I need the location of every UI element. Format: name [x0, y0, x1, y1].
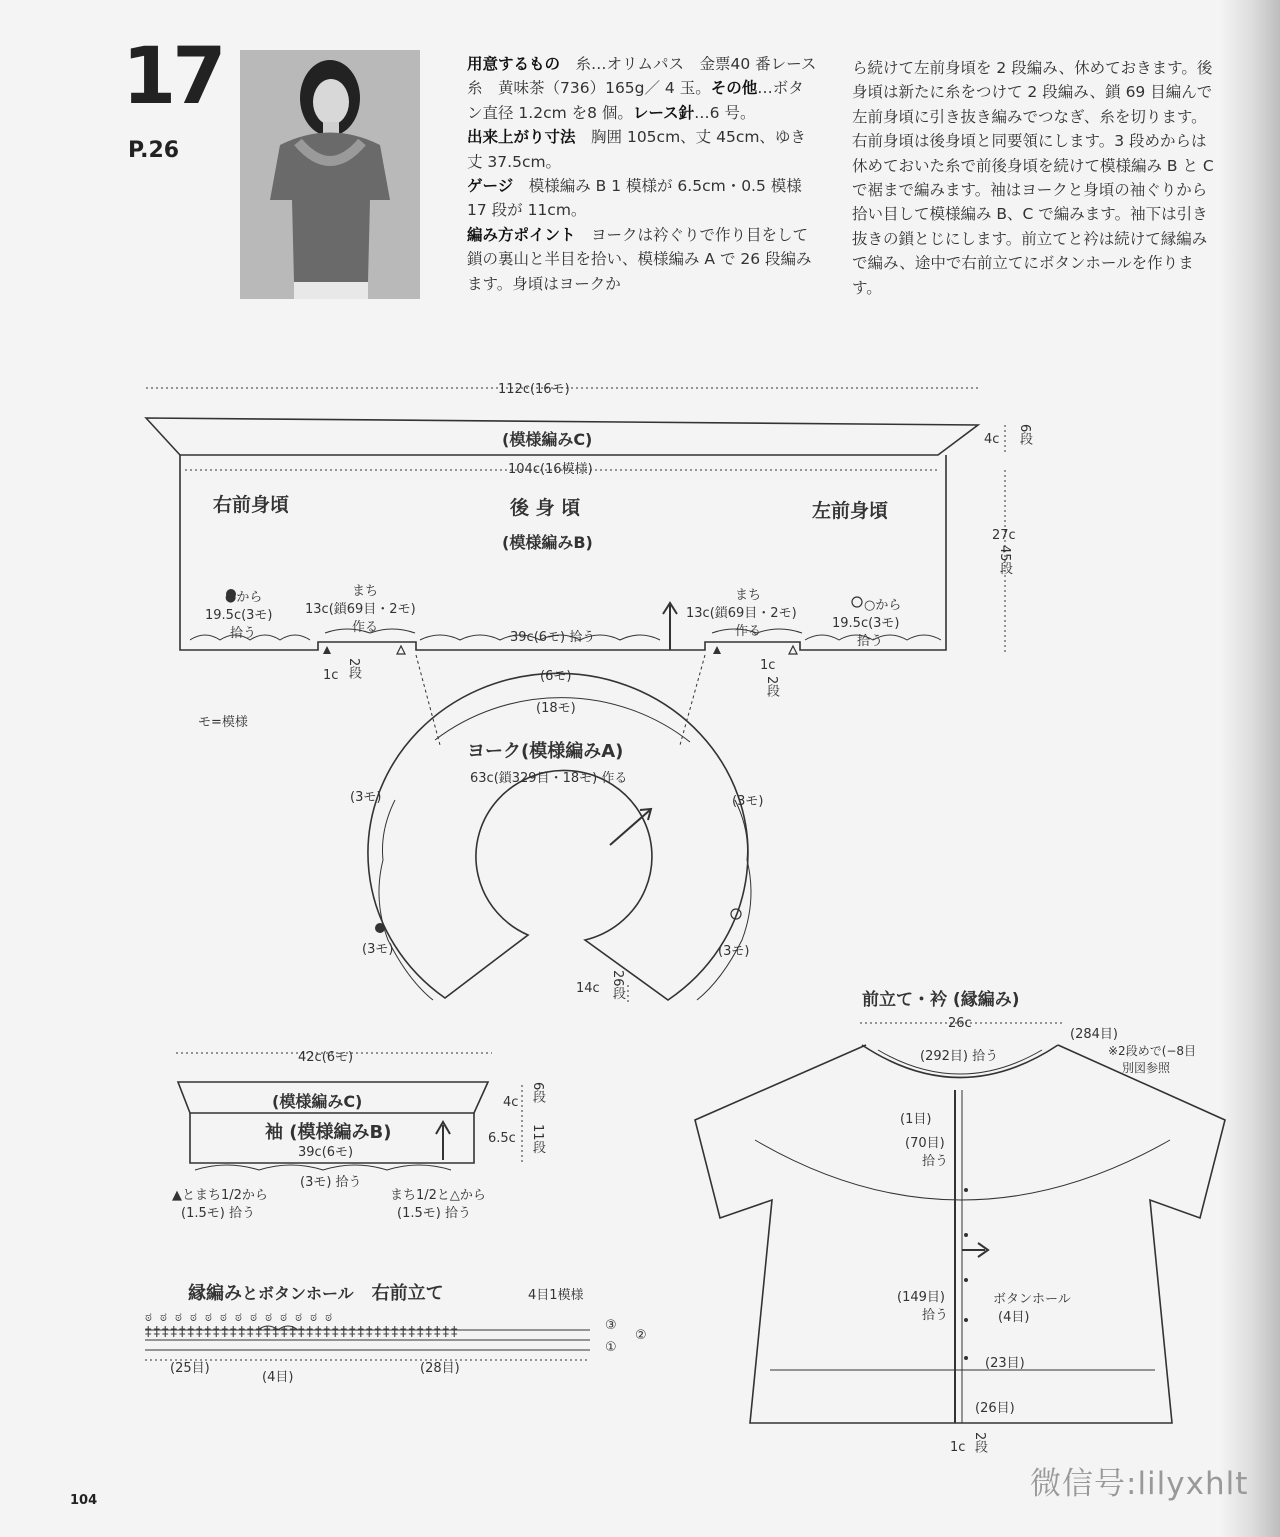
front-count-2-action: 拾う	[922, 1154, 949, 1169]
edging-count-c: (28目)	[420, 1361, 460, 1376]
machi-height-left: 1c	[323, 668, 339, 683]
machi-left-size: 13c(鎖69目・2モ)	[305, 602, 416, 617]
yoke-inner-count: (18モ)	[536, 701, 576, 716]
machi-rows-left: 2段	[346, 658, 361, 680]
body-total-width: 112c(16モ)	[498, 382, 570, 397]
back-label: 後 身 頃	[510, 497, 581, 519]
front-count-2: (70目)	[905, 1136, 945, 1151]
machi-right-action: 作る	[735, 624, 762, 639]
edging-stitch-symbols: ಠ ಠ ಠ ಠ ಠ ಠ ಠ ಠ ಠ ಠ ಠ ಠ ಠ ‡‡‡‡‡‡‡‡‡‡‡‡‡‡‡‡‡‡‡‡‡‡‡‡‡‡‡‡‡‡‡‡‡‡‡‡‡	[145, 1310, 460, 1340]
body-height-rows: 45段	[997, 545, 1012, 575]
pick-left-action: 拾う	[230, 626, 257, 641]
back-pickup: 39c(6モ) 拾う	[510, 630, 596, 645]
pick-left-from: ●から	[225, 590, 263, 605]
gauge-body: 模様編み B 1 模様が 6.5cm・0.5 模様 17 段が 11cm。	[467, 177, 802, 220]
front-band-top-count: (284目)	[1070, 1027, 1118, 1042]
hook-body: …6 号。	[694, 103, 756, 122]
method-body: ヨークは衿ぐりで作り目をして鎖の裏山と半目を拾い、模様編み A で 26 段編みます。身頃はヨークか	[467, 225, 812, 293]
sleeve-pick-mid: (3モ) 拾う	[300, 1175, 362, 1190]
back-pattern-label: (模様編みB)	[502, 533, 593, 552]
page-number: 104	[70, 1493, 98, 1508]
front-count-3: (149目)	[897, 1290, 945, 1305]
front-count-4: (23目)	[985, 1356, 1025, 1371]
sleeve-hem-rows: 6段	[530, 1082, 545, 1104]
machi-rows-right: 2段	[764, 676, 779, 698]
other-body: …ボタン直径 1.2cm を8 個。	[467, 79, 804, 122]
sleeve-pick-right-count: (1.5モ) 拾う	[397, 1206, 471, 1221]
edging-title-a: 縁編み	[188, 1283, 242, 1304]
edging-count-a: (25目)	[170, 1361, 210, 1376]
front-band-width: 26c	[948, 1016, 972, 1031]
yoke-right-bottom-count: (3モ)	[718, 944, 750, 959]
sleeve-pick-left-count: (1.5モ) 拾う	[181, 1206, 255, 1221]
yoke-left-bottom-count: (3モ)	[362, 942, 394, 957]
pick-right-action: 拾う	[857, 634, 884, 649]
edging-repeat: 4目1模様	[528, 1288, 584, 1303]
left-front-label: 左前身頃	[812, 500, 889, 522]
pick-right-size: 19.5c(3モ)	[832, 616, 900, 631]
pick-right-from: ○から	[864, 598, 902, 613]
materials-body: 糸…オリムパス 金票40 番レース糸 黄味茶（736）165g／ 4 玉。	[467, 55, 817, 98]
sleeve-body-rows: 11段	[530, 1124, 545, 1154]
yoke-cast-on: 63c(鎖329目・18モ) 作る	[470, 771, 628, 786]
sleeve-pick-right: まち1/2と△から	[390, 1188, 486, 1203]
front-bottom-cm: 1c	[950, 1440, 966, 1455]
machi-right-size: 13c(鎖69目・2モ)	[686, 606, 797, 621]
front-bottom-rows: 2段	[972, 1432, 987, 1454]
edging-count-b: (4目)	[262, 1370, 294, 1385]
front-count-5: (26目)	[975, 1401, 1015, 1416]
edging-title-b: とボタンホール	[242, 1284, 354, 1303]
edging-row-1: ①	[605, 1340, 617, 1355]
sleeve-pick-left: ▲とまち1/2から	[172, 1188, 268, 1203]
front-band-note-2: 別図参照	[1122, 1061, 1171, 1075]
hem-height-cm: 4c	[984, 432, 1000, 447]
instructions-text: ら続けて左前身頃を 2 段編み、休めておきます。後身頃は新たに糸をつけて 2 段編み、鎖 69 目編んで左前身頃に引き抜き編みでつなぎ、糸を切ります。右前身頃は後身頃と同要領にします。3 段めからは休めておいた糸で前後身頃を続けて模様編み B と Cで裾まで編みます。袖はヨークと身頃の袖ぐりから拾い目して模様編み B、C で編みます。袖下は引き抜きの鎖とじにします。前立てと衿は続けて縁編みで編み、途中で右前立てにボタンホールを作ります。	[852, 59, 1214, 297]
other-heading: その他	[710, 79, 758, 98]
machi-left-action: 作る	[352, 620, 379, 635]
gauge-heading: ゲージ	[467, 177, 514, 196]
sleeve-width: 42c(6モ)	[298, 1050, 354, 1065]
edging-title-c: 右前立て	[371, 1283, 444, 1304]
yoke-left-count: (3モ)	[350, 790, 382, 805]
sleeve-hem-cm: 4c	[503, 1095, 519, 1110]
sleeve-hem-label: (模様編みC)	[272, 1092, 363, 1111]
size-body: 胸囲 105cm、丈 45cm、ゆき丈 37.5cm。	[467, 128, 806, 171]
watermark: 微信号:lilyxhlt	[1030, 1466, 1249, 1502]
body-inner-width: 104c(16模様)	[508, 462, 593, 477]
edging-row-3: ③	[605, 1318, 617, 1333]
edging-row-2: ②	[635, 1328, 647, 1343]
front-count-3-action: 拾う	[922, 1308, 949, 1323]
yoke-outer-count: (6モ)	[540, 669, 572, 684]
page-reference: P.26	[128, 138, 180, 163]
pick-left-size: 19.5c(3モ)	[205, 608, 273, 623]
machi-height-right: 1c	[760, 658, 776, 673]
body-hem-label: (模様編みC)	[502, 430, 593, 449]
hem-height-rows: 6段	[1017, 424, 1032, 446]
buttonhole-label: ボタンホール	[993, 1292, 1071, 1307]
collar-pickup: (292目) 拾う	[920, 1049, 999, 1064]
sleeve-body-cm: 6.5c	[488, 1131, 516, 1146]
pattern-number: 17	[122, 32, 223, 122]
yoke-height-rows: 26段	[610, 970, 625, 1000]
body-height-cm: 27c	[992, 528, 1016, 543]
right-front-label: 右前身頃	[213, 494, 290, 516]
front-band-note-1: ※2段めで(−8目	[1108, 1044, 1197, 1058]
sleeve-inner-width: 39c(6モ)	[298, 1145, 354, 1160]
front-count-1: (1目)	[900, 1112, 932, 1127]
hook-heading: レース針	[632, 103, 695, 122]
materials-heading: 用意するもの	[467, 55, 561, 73]
size-heading: 出来上がり寸法	[467, 128, 576, 147]
yoke-right-count: (3モ)	[732, 794, 764, 809]
buttonhole-count: (4目)	[998, 1310, 1030, 1325]
legend-note: モ=模様	[198, 715, 248, 730]
machi-right-title: まち	[735, 588, 762, 603]
sleeve-title: 袖 (模様編みB)	[265, 1122, 392, 1143]
method-heading: 編み方ポイント	[467, 225, 576, 244]
yoke-height-cm: 14c	[576, 981, 600, 996]
front-band-title: 前立て・衿 (縁編み)	[862, 990, 1020, 1010]
yoke-title: ヨーク(模様編みA)	[467, 741, 624, 762]
machi-left-title: まち	[352, 584, 379, 599]
